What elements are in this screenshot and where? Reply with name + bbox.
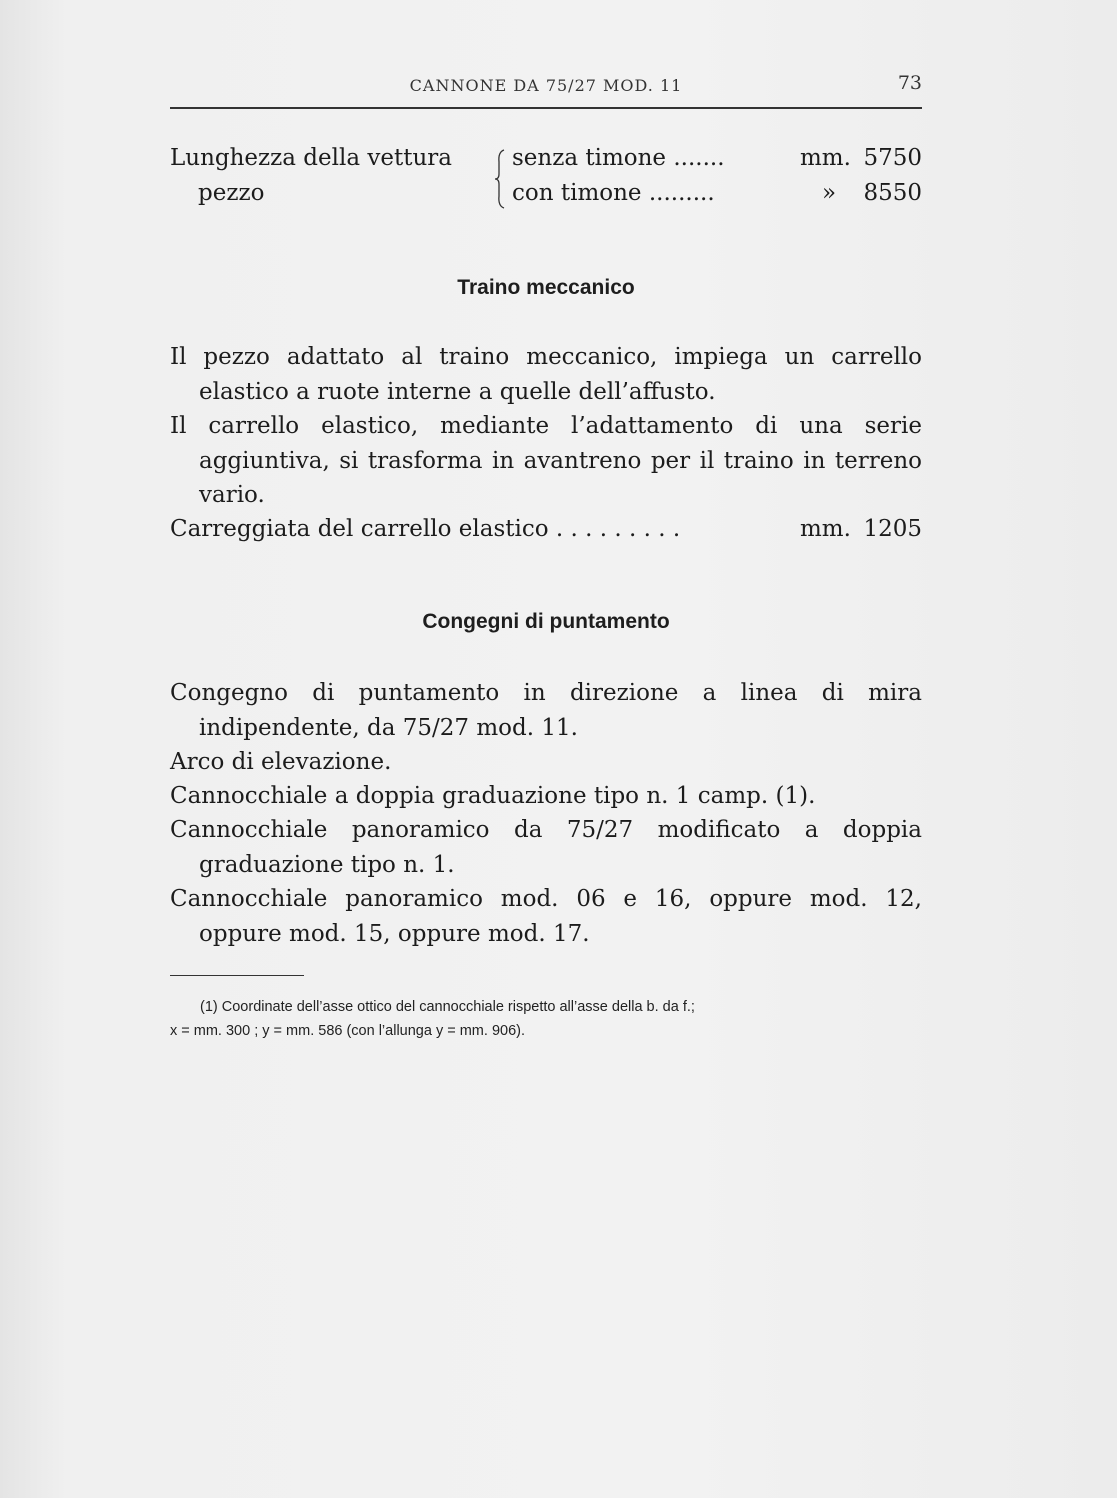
track-label: Carreggiata del carrello elastico . . . . . . . . . <box>170 516 681 542</box>
running-title: CANNONE DA 75/27 MOD. 11 <box>409 76 683 95</box>
length-unit: » <box>822 180 837 206</box>
paragraph: Cannocchiale a doppia graduazione tipo n. 1 camp. (1). <box>170 783 816 809</box>
track-row <box>170 512 922 546</box>
paragraph: Congegno di puntamento in direzione a linea di mira indipendente, da 75/27 mod. 11. <box>170 680 922 741</box>
length-value: 5750 <box>863 145 922 171</box>
page-number: 73 <box>897 72 922 94</box>
footnote <box>170 995 922 1043</box>
paragraph: Arco di elevazione. <box>170 749 392 775</box>
paragraph: Cannocchiale panoramico da 75/27 modificato a doppia graduazione tipo n. 1. <box>170 817 922 878</box>
running-head <box>170 72 922 98</box>
length-condition: con timone ......... <box>512 180 715 206</box>
footnote-reference: (1). <box>775 783 816 809</box>
paragraph: Cannocchiale panoramico mod. 06 e 16, oppure mod. 12, oppure mod. 15, oppure mod. 17. <box>170 886 922 947</box>
length-unit: mm. <box>800 145 851 171</box>
section-heading-traino: Traino meccanico <box>457 276 635 299</box>
section-heading-congegni: Congegni di puntamento <box>422 610 670 633</box>
length-row-con <box>170 176 922 210</box>
footnote-line1: (1) Coordinate dell’asse ottico del cannocchiale rispetto all’asse della b. da f.; <box>200 999 695 1015</box>
footnote-line2: x = mm. 300 ; y = mm. 586 (con l’allunga y = mm. 906). <box>170 1023 525 1039</box>
footnote-rule <box>170 975 304 976</box>
length-label-line2: pezzo <box>198 180 265 206</box>
paragraph: Il carrello elastico, mediante l’adattamento di una serie aggiuntiva, si trasforma in avantreno per il traino in terreno vario. <box>170 413 922 508</box>
track-unit: mm. <box>800 516 851 542</box>
length-value: 8550 <box>863 180 922 206</box>
header-rule <box>170 107 922 109</box>
length-label-line1: Lunghezza della vettura <box>170 145 452 171</box>
track-value: 1205 <box>863 516 922 542</box>
length-row-senza <box>170 141 922 175</box>
length-condition: senza timone ....... <box>512 145 725 171</box>
paragraph: Il pezzo adattato al traino meccanico, impiega un carrello elastico a ruote interne a quelle dell’affusto. <box>170 344 922 405</box>
